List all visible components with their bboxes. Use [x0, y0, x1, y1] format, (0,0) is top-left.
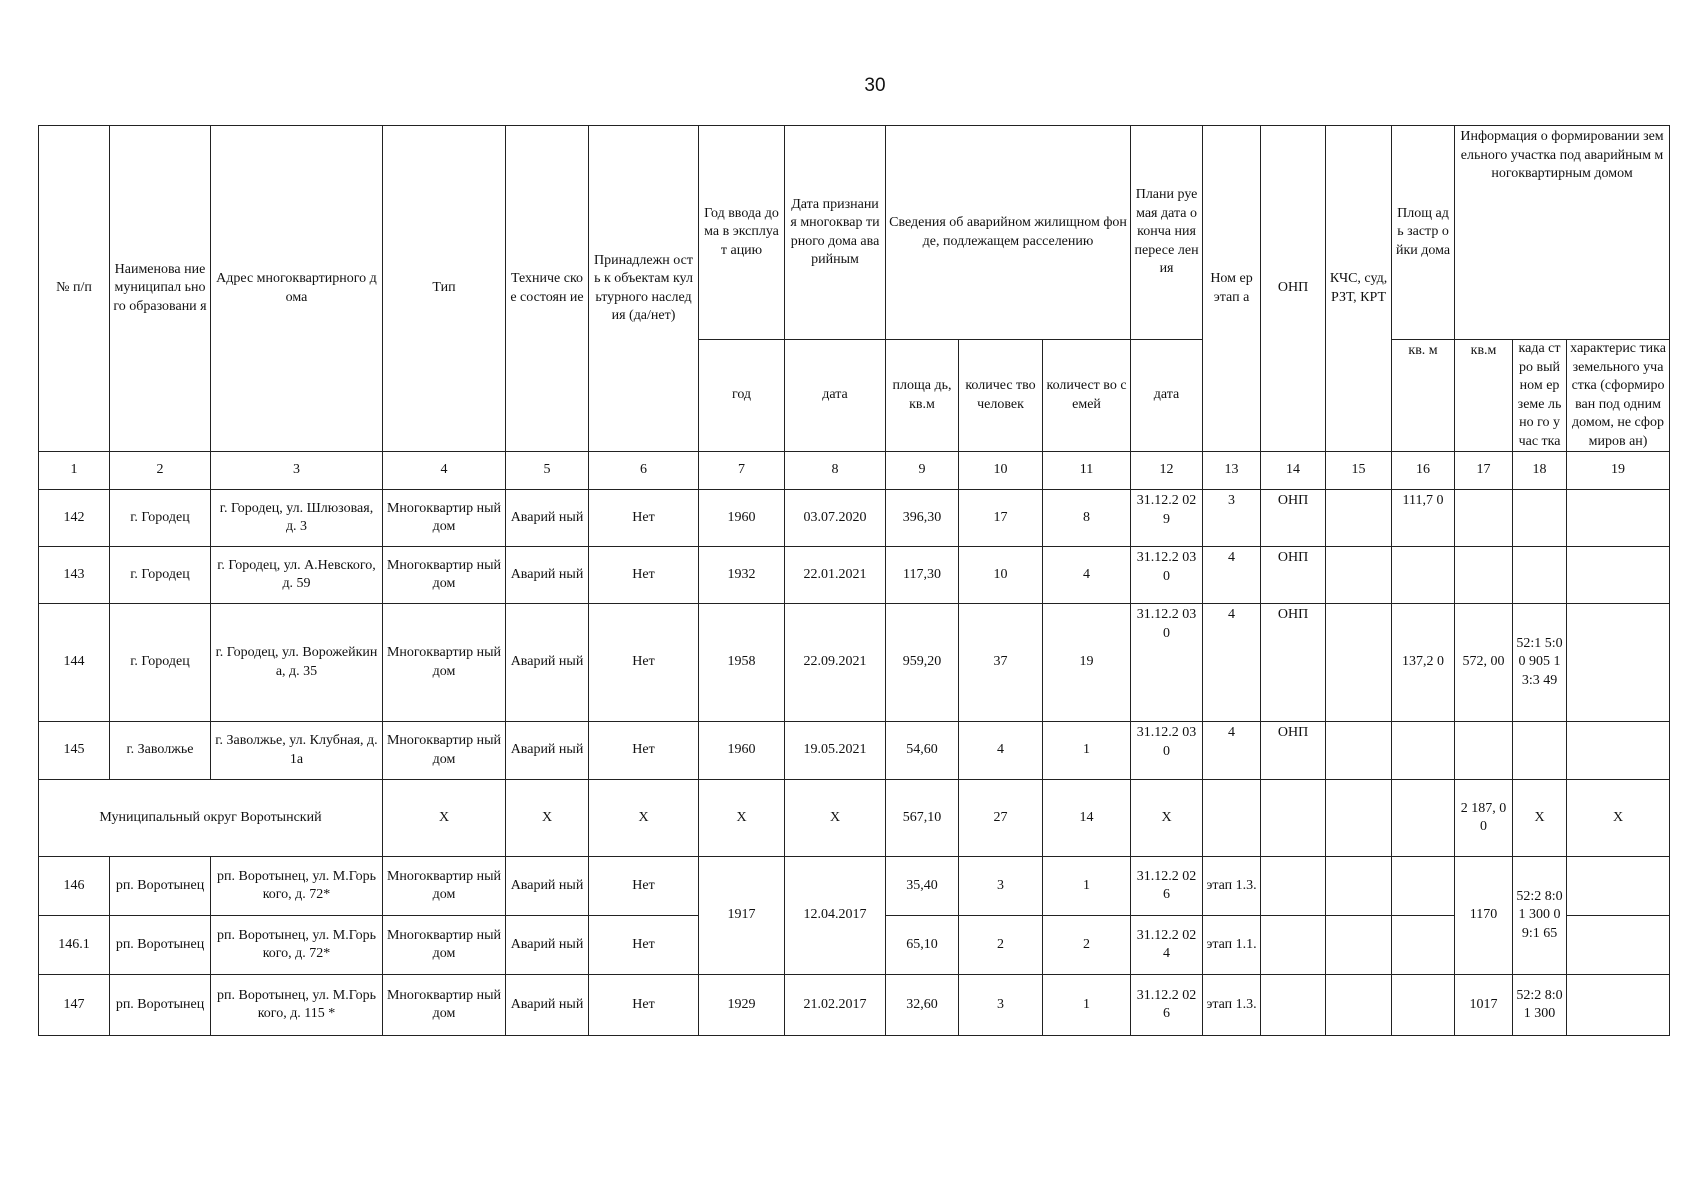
header-cell-land-info: Информация о формировании земельного участка под аварийным многоквартирным домом [1455, 126, 1670, 340]
recognition-date-cell: 19.05.2021 [785, 722, 886, 780]
land-char-cell [1567, 547, 1670, 604]
subtotal-x-cell: X [699, 780, 785, 857]
end-date-cell: 31.12.2 026 [1131, 857, 1203, 916]
land-char-cell [1567, 857, 1670, 916]
address-cell: рп. Воротынец, ул. М.Горького, д. 115 * [211, 975, 383, 1036]
land-char-cell [1567, 975, 1670, 1036]
state-cell: Аварий ный [506, 604, 589, 722]
municipality-cell: г. Городец [110, 490, 211, 547]
families-cell: 1 [1043, 975, 1131, 1036]
build-area-cell [1392, 916, 1455, 975]
municipality-cell: г. Заволжье [110, 722, 211, 780]
stage-cell: этап 1.3. [1203, 975, 1261, 1036]
subtotal-x-cell: X [506, 780, 589, 857]
area-cell: 32,60 [886, 975, 959, 1036]
people-cell: 3 [959, 857, 1043, 916]
people-cell: 10 [959, 547, 1043, 604]
onp-cell: ОНП [1261, 722, 1326, 780]
stage-cell: 3 [1203, 490, 1261, 547]
header-cell-planned-date: Плани руемая дата оконча ния пересе ления [1131, 126, 1203, 340]
subtotal-people: 27 [959, 780, 1043, 857]
end-date-cell: 31.12.2 030 [1131, 547, 1203, 604]
header-sub-families: количест во семей [1043, 340, 1131, 452]
page-number: 30 [864, 75, 886, 96]
area-cell: 54,60 [886, 722, 959, 780]
stage-cell: 4 [1203, 547, 1261, 604]
column-number: 5 [506, 452, 589, 490]
header-cell-stage: Ном ер этап а [1203, 126, 1261, 452]
stage-cell: этап 1.3. [1203, 857, 1261, 916]
header-cell-commission-year: Год ввода дома в эксплуат ацию [699, 126, 785, 340]
column-number: 9 [886, 452, 959, 490]
land-area-cell [1455, 490, 1513, 547]
kchs-cell [1326, 722, 1392, 780]
land-area-cell: 1017 [1455, 975, 1513, 1036]
cadastral-cell [1513, 490, 1567, 547]
municipality-cell: рп. Воротынец [110, 857, 211, 916]
municipality-cell: рп. Воротынец [110, 975, 211, 1036]
families-cell: 1 [1043, 857, 1131, 916]
subtotal-x-cell: X [1513, 780, 1567, 857]
column-number: 1 [39, 452, 110, 490]
table-row [39, 857, 1670, 916]
subtotal-x-cell: X [383, 780, 506, 857]
heritage-cell: Нет [589, 916, 699, 975]
header-cell-municipality: Наименова ние муниципал ьного образовани я [110, 126, 211, 452]
column-number: 3 [211, 452, 383, 490]
land-char-cell [1567, 604, 1670, 722]
subtotal-families: 14 [1043, 780, 1131, 857]
people-cell: 17 [959, 490, 1043, 547]
cadastral-cell: 52:2 8:01 300 [1513, 975, 1567, 1036]
address-cell: рп. Воротынец, ул. М.Горького, д. 72* [211, 916, 383, 975]
table-row [39, 975, 1670, 1036]
people-cell: 2 [959, 916, 1043, 975]
header-sub-area: площа дь, кв.м [886, 340, 959, 452]
land-area-cell [1455, 722, 1513, 780]
cadastral-cell: 52:1 5:00 905 13:3 49 [1513, 604, 1567, 722]
end-date-cell: 31.12.2 030 [1131, 604, 1203, 722]
emergency-housing-table [38, 125, 1670, 1036]
column-number: 4 [383, 452, 506, 490]
year-cell: 1917 [699, 857, 785, 975]
stage-cell: 4 [1203, 722, 1261, 780]
subtotal-x-cell: X [1567, 780, 1670, 857]
subtotal-row [39, 780, 1670, 857]
subtotal-area: 567,10 [886, 780, 959, 857]
kchs-cell [1326, 857, 1392, 916]
subtotal-label: Муниципальный округ Воротынский [39, 780, 383, 857]
families-cell: 2 [1043, 916, 1131, 975]
kchs-cell [1326, 490, 1392, 547]
column-number: 10 [959, 452, 1043, 490]
land-char-cell [1567, 490, 1670, 547]
year-cell: 1958 [699, 604, 785, 722]
address-cell: г. Городец, ул. Ворожейкина, д. 35 [211, 604, 383, 722]
recognition-date-cell: 03.07.2020 [785, 490, 886, 547]
table-row [39, 604, 1670, 722]
onp-cell [1261, 975, 1326, 1036]
onp-cell [1261, 857, 1326, 916]
column-number: 11 [1043, 452, 1131, 490]
kchs-cell [1326, 547, 1392, 604]
column-number-row [39, 452, 1670, 490]
state-cell: Аварий ный [506, 490, 589, 547]
cadastral-cell [1513, 722, 1567, 780]
column-number: 14 [1261, 452, 1326, 490]
recognition-date-cell: 12.04.2017 [785, 857, 886, 975]
people-cell: 37 [959, 604, 1043, 722]
land-area-cell: 572, 00 [1455, 604, 1513, 722]
subtotal-empty-cell [1392, 780, 1455, 857]
land-area-cell [1455, 547, 1513, 604]
row-number: 145 [39, 722, 110, 780]
state-cell: Аварий ный [506, 857, 589, 916]
header-cell-onp: ОНП [1261, 126, 1326, 452]
build-area-cell: 111,7 0 [1392, 490, 1455, 547]
end-date-cell: 31.12.2 026 [1131, 975, 1203, 1036]
kchs-cell [1326, 604, 1392, 722]
header-sub-cadastral: када стро вый ном ер земе льно го учас тка [1513, 340, 1567, 452]
type-cell: Многоквартир ный дом [383, 975, 506, 1036]
heritage-cell: Нет [589, 722, 699, 780]
end-date-cell: 31.12.2 024 [1131, 916, 1203, 975]
subtotal-empty-cell [1203, 780, 1261, 857]
header-cell-address: Адрес многоквартирного дома [211, 126, 383, 452]
end-date-cell: 31.12.2 030 [1131, 722, 1203, 780]
table-row [39, 490, 1670, 547]
families-cell: 19 [1043, 604, 1131, 722]
header-row [39, 126, 1670, 340]
header-cell-technical-state: Техниче ское состоян ие [506, 126, 589, 452]
build-area-cell [1392, 857, 1455, 916]
state-cell: Аварий ный [506, 547, 589, 604]
subtotal-x-cell: X [589, 780, 699, 857]
onp-cell: ОНП [1261, 604, 1326, 722]
column-number: 18 [1513, 452, 1567, 490]
area-cell: 117,30 [886, 547, 959, 604]
type-cell: Многоквартир ный дом [383, 916, 506, 975]
row-number: 147 [39, 975, 110, 1036]
column-number: 7 [699, 452, 785, 490]
year-cell: 1932 [699, 547, 785, 604]
build-area-cell [1392, 547, 1455, 604]
row-number: 146.1 [39, 916, 110, 975]
state-cell: Аварий ный [506, 722, 589, 780]
area-cell: 396,30 [886, 490, 959, 547]
column-number: 13 [1203, 452, 1261, 490]
onp-cell: ОНП [1261, 490, 1326, 547]
table-row [39, 722, 1670, 780]
address-cell: рп. Воротынец, ул. М.Горького, д. 72* [211, 857, 383, 916]
land-area-cell: 1170 [1455, 857, 1513, 975]
type-cell: Многоквартир ный дом [383, 722, 506, 780]
row-number: 144 [39, 604, 110, 722]
recognition-date-cell: 21.02.2017 [785, 975, 886, 1036]
subtotal-x-cell: X [1131, 780, 1203, 857]
address-cell: г. Городец, ул. А.Невского, д. 59 [211, 547, 383, 604]
header-sub-date: дата [785, 340, 886, 452]
table-row [39, 547, 1670, 604]
municipality-cell: г. Городец [110, 604, 211, 722]
year-cell: 1960 [699, 490, 785, 547]
column-number: 19 [1567, 452, 1670, 490]
column-number: 15 [1326, 452, 1392, 490]
header-sub-people: количес тво человек [959, 340, 1043, 452]
build-area-cell [1392, 722, 1455, 780]
header-sub-land-unit: кв.м [1455, 340, 1513, 452]
subtotal-x-cell: X [785, 780, 886, 857]
people-cell: 3 [959, 975, 1043, 1036]
municipality-cell: г. Городец [110, 547, 211, 604]
land-char-cell [1567, 916, 1670, 975]
state-cell: Аварий ный [506, 916, 589, 975]
kchs-cell [1326, 975, 1392, 1036]
header-cell-heritage: Принадлежн ость к объектам культурного наследия (да/нет) [589, 126, 699, 452]
subtotal-land-area: 2 187, 00 [1455, 780, 1513, 857]
address-cell: г. Городец, ул. Шлюзовая, д. 3 [211, 490, 383, 547]
type-cell: Многоквартир ный дом [383, 604, 506, 722]
stage-cell: 4 [1203, 604, 1261, 722]
municipality-cell: рп. Воротынец [110, 916, 211, 975]
heritage-cell: Нет [589, 975, 699, 1036]
header-cell-kchs: КЧС, суд, РЗТ, КРТ [1326, 126, 1392, 452]
area-cell: 959,20 [886, 604, 959, 722]
end-date-cell: 31.12.2 029 [1131, 490, 1203, 547]
land-char-cell [1567, 722, 1670, 780]
heritage-cell: Нет [589, 604, 699, 722]
column-number: 12 [1131, 452, 1203, 490]
families-cell: 8 [1043, 490, 1131, 547]
build-area-cell: 137,2 0 [1392, 604, 1455, 722]
onp-cell [1261, 916, 1326, 975]
heritage-cell: Нет [589, 547, 699, 604]
header-sub-year: год [699, 340, 785, 452]
column-number: 6 [589, 452, 699, 490]
people-cell: 4 [959, 722, 1043, 780]
header-cell-recognition-date: Дата признания многоквар тирного дома аварийным [785, 126, 886, 340]
header-cell-build-area: Площ адь застр ойки дома [1392, 126, 1455, 340]
state-cell: Аварий ный [506, 975, 589, 1036]
header-cell-number: № п/п [39, 126, 110, 452]
header-sub-land-char: характерис тика земельного участка (сформиро ван под одним домом, не сформиров ан) [1567, 340, 1670, 452]
build-area-cell [1392, 975, 1455, 1036]
header-cell-housing-fund: Сведения об аварийном жилищном фонде, подлежащем расселению [886, 126, 1131, 340]
column-number: 16 [1392, 452, 1455, 490]
heritage-cell: Нет [589, 857, 699, 916]
header-sub-end-date: дата [1131, 340, 1203, 452]
recognition-date-cell: 22.01.2021 [785, 547, 886, 604]
type-cell: Многоквартир ный дом [383, 490, 506, 547]
subtotal-empty-cell [1261, 780, 1326, 857]
heritage-cell: Нет [589, 490, 699, 547]
type-cell: Многоквартир ный дом [383, 857, 506, 916]
type-cell: Многоквартир ный дом [383, 547, 506, 604]
header-cell-type: Тип [383, 126, 506, 452]
area-cell: 35,40 [886, 857, 959, 916]
header-sub-build-unit: кв. м [1392, 340, 1455, 452]
address-cell: г. Заволжье, ул. Клубная, д. 1а [211, 722, 383, 780]
stage-cell: этап 1.1. [1203, 916, 1261, 975]
families-cell: 1 [1043, 722, 1131, 780]
column-number: 17 [1455, 452, 1513, 490]
recognition-date-cell: 22.09.2021 [785, 604, 886, 722]
row-number: 142 [39, 490, 110, 547]
row-number: 143 [39, 547, 110, 604]
families-cell: 4 [1043, 547, 1131, 604]
cadastral-cell [1513, 547, 1567, 604]
subtotal-empty-cell [1326, 780, 1392, 857]
onp-cell: ОНП [1261, 547, 1326, 604]
row-number: 146 [39, 857, 110, 916]
column-number: 8 [785, 452, 886, 490]
kchs-cell [1326, 916, 1392, 975]
cadastral-cell: 52:2 8:01 300 09:1 65 [1513, 857, 1567, 975]
column-number: 2 [110, 452, 211, 490]
area-cell: 65,10 [886, 916, 959, 975]
year-cell: 1960 [699, 722, 785, 780]
year-cell: 1929 [699, 975, 785, 1036]
